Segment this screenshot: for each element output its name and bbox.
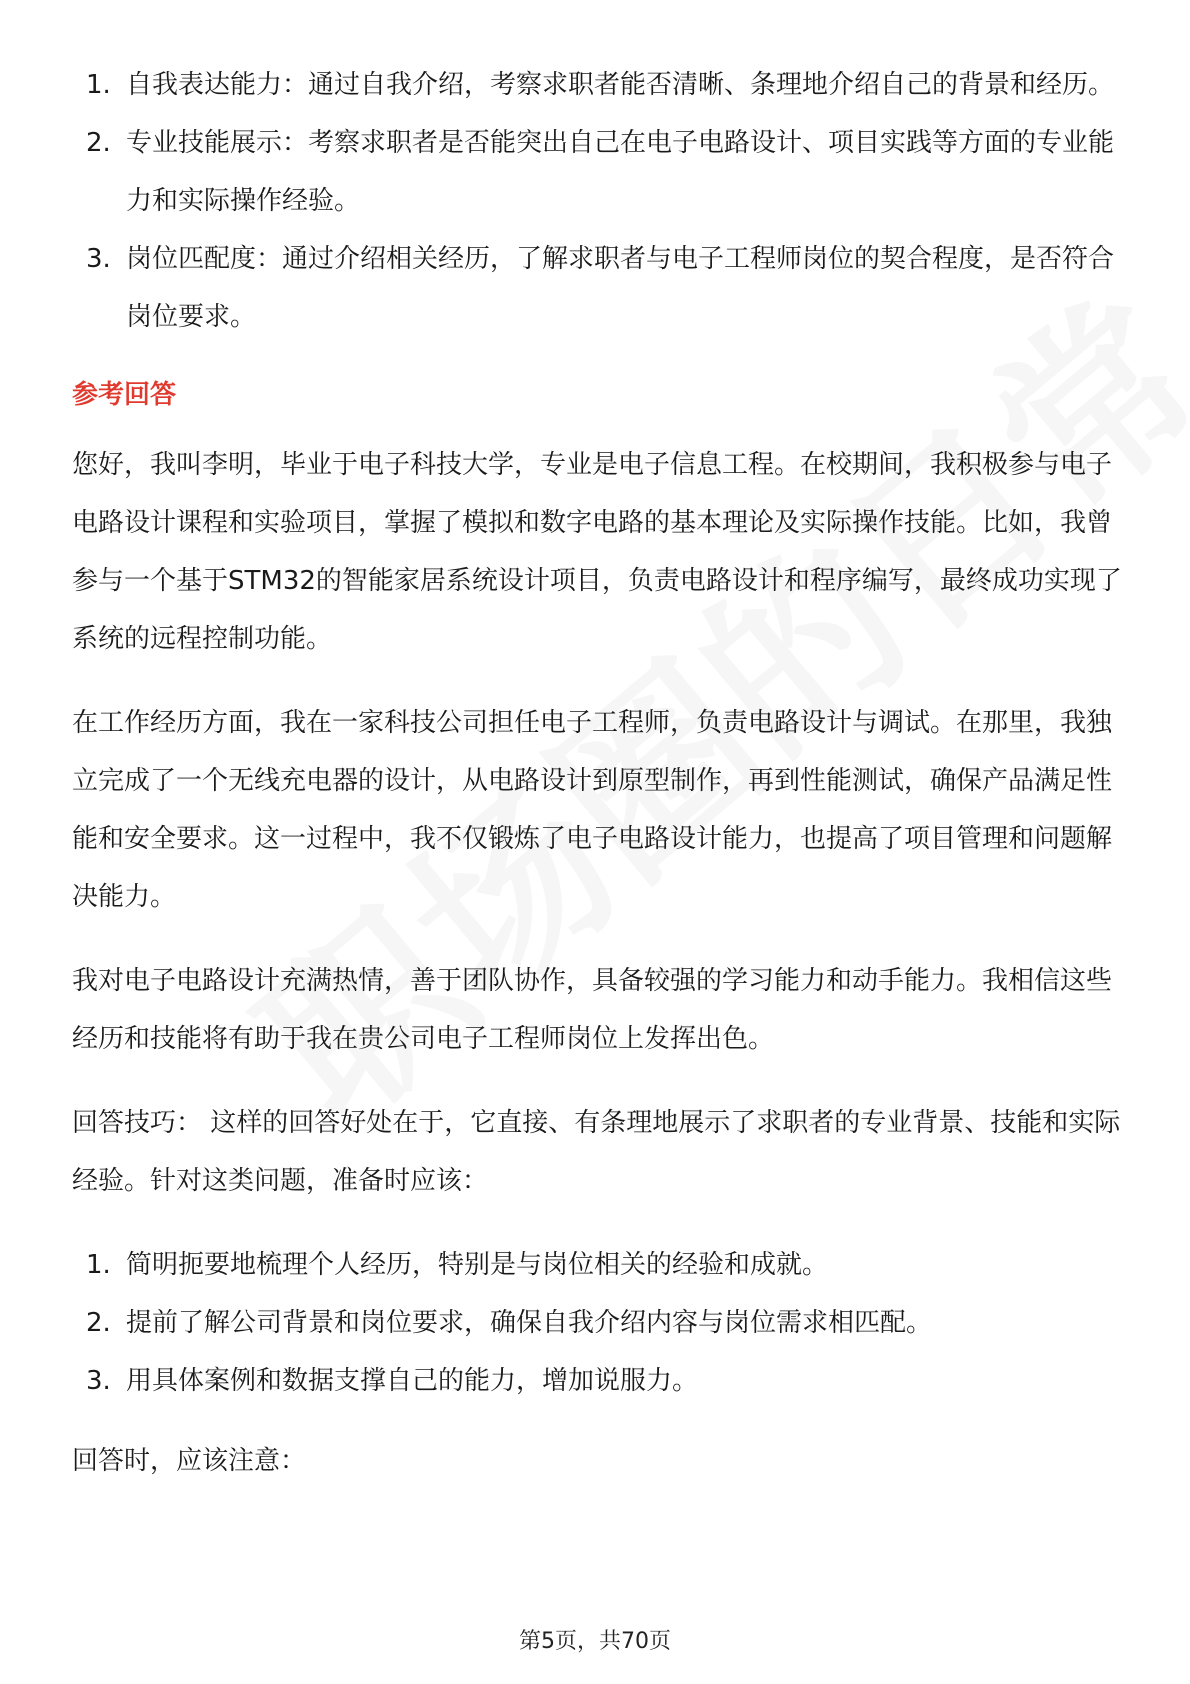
page-number: 第5页，共70页 [519,1629,671,1654]
list-item-number: 3. [86,244,111,274]
answer-paragraph: 在工作经历方面，我在一家科技公司担任电子工程师，负责电路设计与调试。在那里，我独立完成了一个无线充电器的设计，从电路设计到原型制作，再到性能测试，确保产品满足性能和安全要求。这一过程中，我不仅锻炼了电子电路设计能力，也提高了项目管理和问题解决能力。 [72,708,1113,912]
list-item-text: 用具体案例和数据支撑自己的能力，增加说服力。 [126,1366,699,1396]
list-item [72,230,1122,346]
answer-paragraph: 您好，我叫李明，毕业于电子科技大学，专业是电子信息工程。在校期间，我积极参与电子电路设计课程和实验项目，掌握了模拟和数字电路的基本理论及实际操作技能。比如，我曾参与一个基于STM32的智能家居系统设计项目，负责电路设计和程序编写，最终成功实现了系统的远程控制功能。 [72,450,1122,654]
document-body [72,56,1122,1490]
list-item [72,114,1122,230]
list-item-text: 岗位匹配度：通过介绍相关经历，了解求职者与电子工程师岗位的契合程度，是否符合岗位要求。 [126,244,1115,332]
list-item [72,1236,1122,1294]
list-item [72,1294,1122,1352]
list-item-text: 自我表达能力：通过自我介绍，考察求职者能否清晰、条理地介绍自己的背景和经历。 [126,70,1115,100]
list-item-text: 提前了解公司背景和岗位要求，确保自我介绍内容与岗位需求相匹配。 [126,1308,933,1338]
tips-list [72,1236,1122,1410]
list-item-text: 简明扼要地梳理个人经历，特别是与岗位相关的经验和成就。 [126,1250,829,1280]
section-title: 参考回答 [72,380,177,410]
answer-paragraph: 我对电子电路设计充满热情，善于团队协作，具备较强的学习能力和动手能力。我相信这些经历和技能将有助于我在贵公司电子工程师岗位上发挥出色。 [72,966,1113,1054]
list-item-text: 专业技能展示：考察求职者是否能突出自己在电子电路设计、项目实践等方面的专业能力和实际操作经验。 [126,128,1115,216]
list-item [72,56,1122,114]
tips-intro: 回答技巧： 这样的回答好处在于，它直接、有条理地展示了求职者的专业背景、技能和实际经验。针对这类问题，准备时应该： [72,1108,1121,1196]
note-text: 回答时，应该注意： [72,1446,307,1476]
list-item-number: 1. [86,1250,111,1280]
list-item-number: 2. [86,1308,111,1338]
list-item [72,1352,1122,1410]
list-item-number: 3. [86,1366,111,1396]
list-item-number: 1. [86,70,111,100]
list-item-number: 2. [86,128,111,158]
evaluation-criteria-list [72,56,1122,346]
